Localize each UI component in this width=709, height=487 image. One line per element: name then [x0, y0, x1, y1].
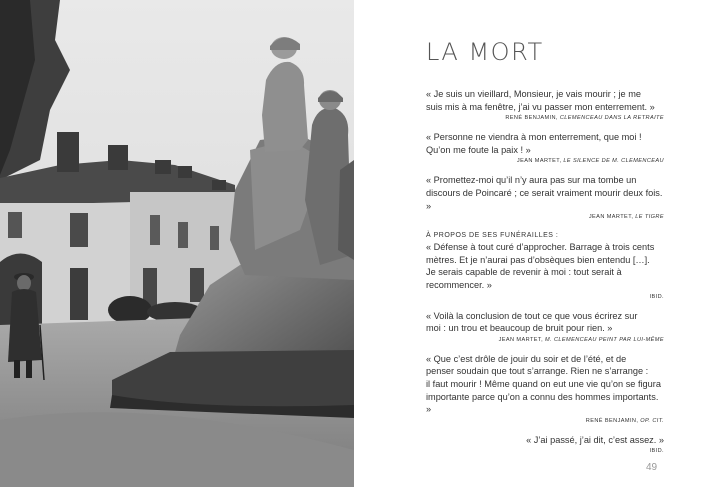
quote-7	[426, 434, 664, 455]
page-title: LA MORT	[426, 38, 544, 66]
quote-list	[426, 88, 664, 464]
historical-photograph	[0, 0, 354, 487]
attribution-author: IBID.	[649, 448, 664, 455]
attribution-work: OP. CIT.	[640, 417, 664, 424]
quote-3	[426, 174, 664, 220]
quote-text: « Je suis un vieillard, Monsieur, je vais mourir ; je me suis mis à ma fenêtre, j’ai vu passer mon enterrement. »	[426, 89, 655, 112]
quote-5	[426, 310, 664, 343]
attribution-author: JEAN MARTET,	[498, 336, 545, 343]
quote-text: « Personne ne viendra à mon enterrement, que moi ! Qu’on me foute la paix ! »	[426, 132, 642, 155]
quote-text: « Promettez-moi qu’il n’y aura pas sur ma tombe un discours de Poincaré ; ce serait vraiment mourir deux fois. »	[426, 175, 663, 211]
quote-2	[426, 131, 664, 164]
quote-attribution	[426, 337, 664, 343]
attribution-author: JEAN MARTET,	[516, 158, 564, 165]
quote-4	[426, 230, 664, 299]
quote-text: « Voilà la conclusion de tout ce que vous écrirez sur moi : un trou et beaucoup de bruit pour rien. »	[426, 310, 638, 334]
quote-attribution	[426, 448, 664, 454]
quote-attribution	[426, 214, 664, 220]
quote-attribution	[426, 418, 664, 424]
text-page	[354, 0, 709, 487]
quote-attribution	[426, 115, 664, 121]
attribution-author: RENÉ BENJAMIN,	[505, 115, 560, 122]
quote-attribution	[426, 294, 664, 300]
quote-attribution	[426, 158, 664, 164]
attribution-work: LE SILENCE DE M. CLEMENCEAU	[563, 158, 664, 165]
attribution-work: M. CLEMENCEAU PEINT PAR LUI-MÊME	[545, 336, 664, 343]
quote-text: « Que c’est drôle de jouir du soir et de l’été, et de penser soudain que tout s’arrange. Rien ne s’arrange : il faut mourir ! Même quand on eut une vie qu’on se figura importante parce qu’on a connu des hommes importants. »	[426, 353, 661, 415]
quote-6	[426, 353, 664, 424]
quote-text: « J’ai passé, j’ai dit, c’est assez. »	[526, 434, 664, 445]
quote-1	[426, 88, 664, 121]
attribution-work: CLEMENCEAU DANS LA RETRAITE	[559, 115, 664, 122]
attribution-author: JEAN MARTET,	[588, 214, 636, 221]
attribution-work: LE TIGRE	[635, 214, 664, 221]
attribution-author: RENÉ BENJAMIN,	[585, 417, 641, 424]
quote-lead: À PROPOS DE SES FUNÉRAILLES :	[426, 232, 559, 240]
attribution-author: IBID.	[649, 293, 664, 300]
page-number: 49	[646, 462, 658, 473]
quote-text: « Défense à tout curé d’approcher. Barrage à trois cents mètres. Et je n’aurai pas d’obsèques bien entendu […]. Je serais capable de revenir à moi : tout serait à recommencer. »	[426, 242, 655, 290]
